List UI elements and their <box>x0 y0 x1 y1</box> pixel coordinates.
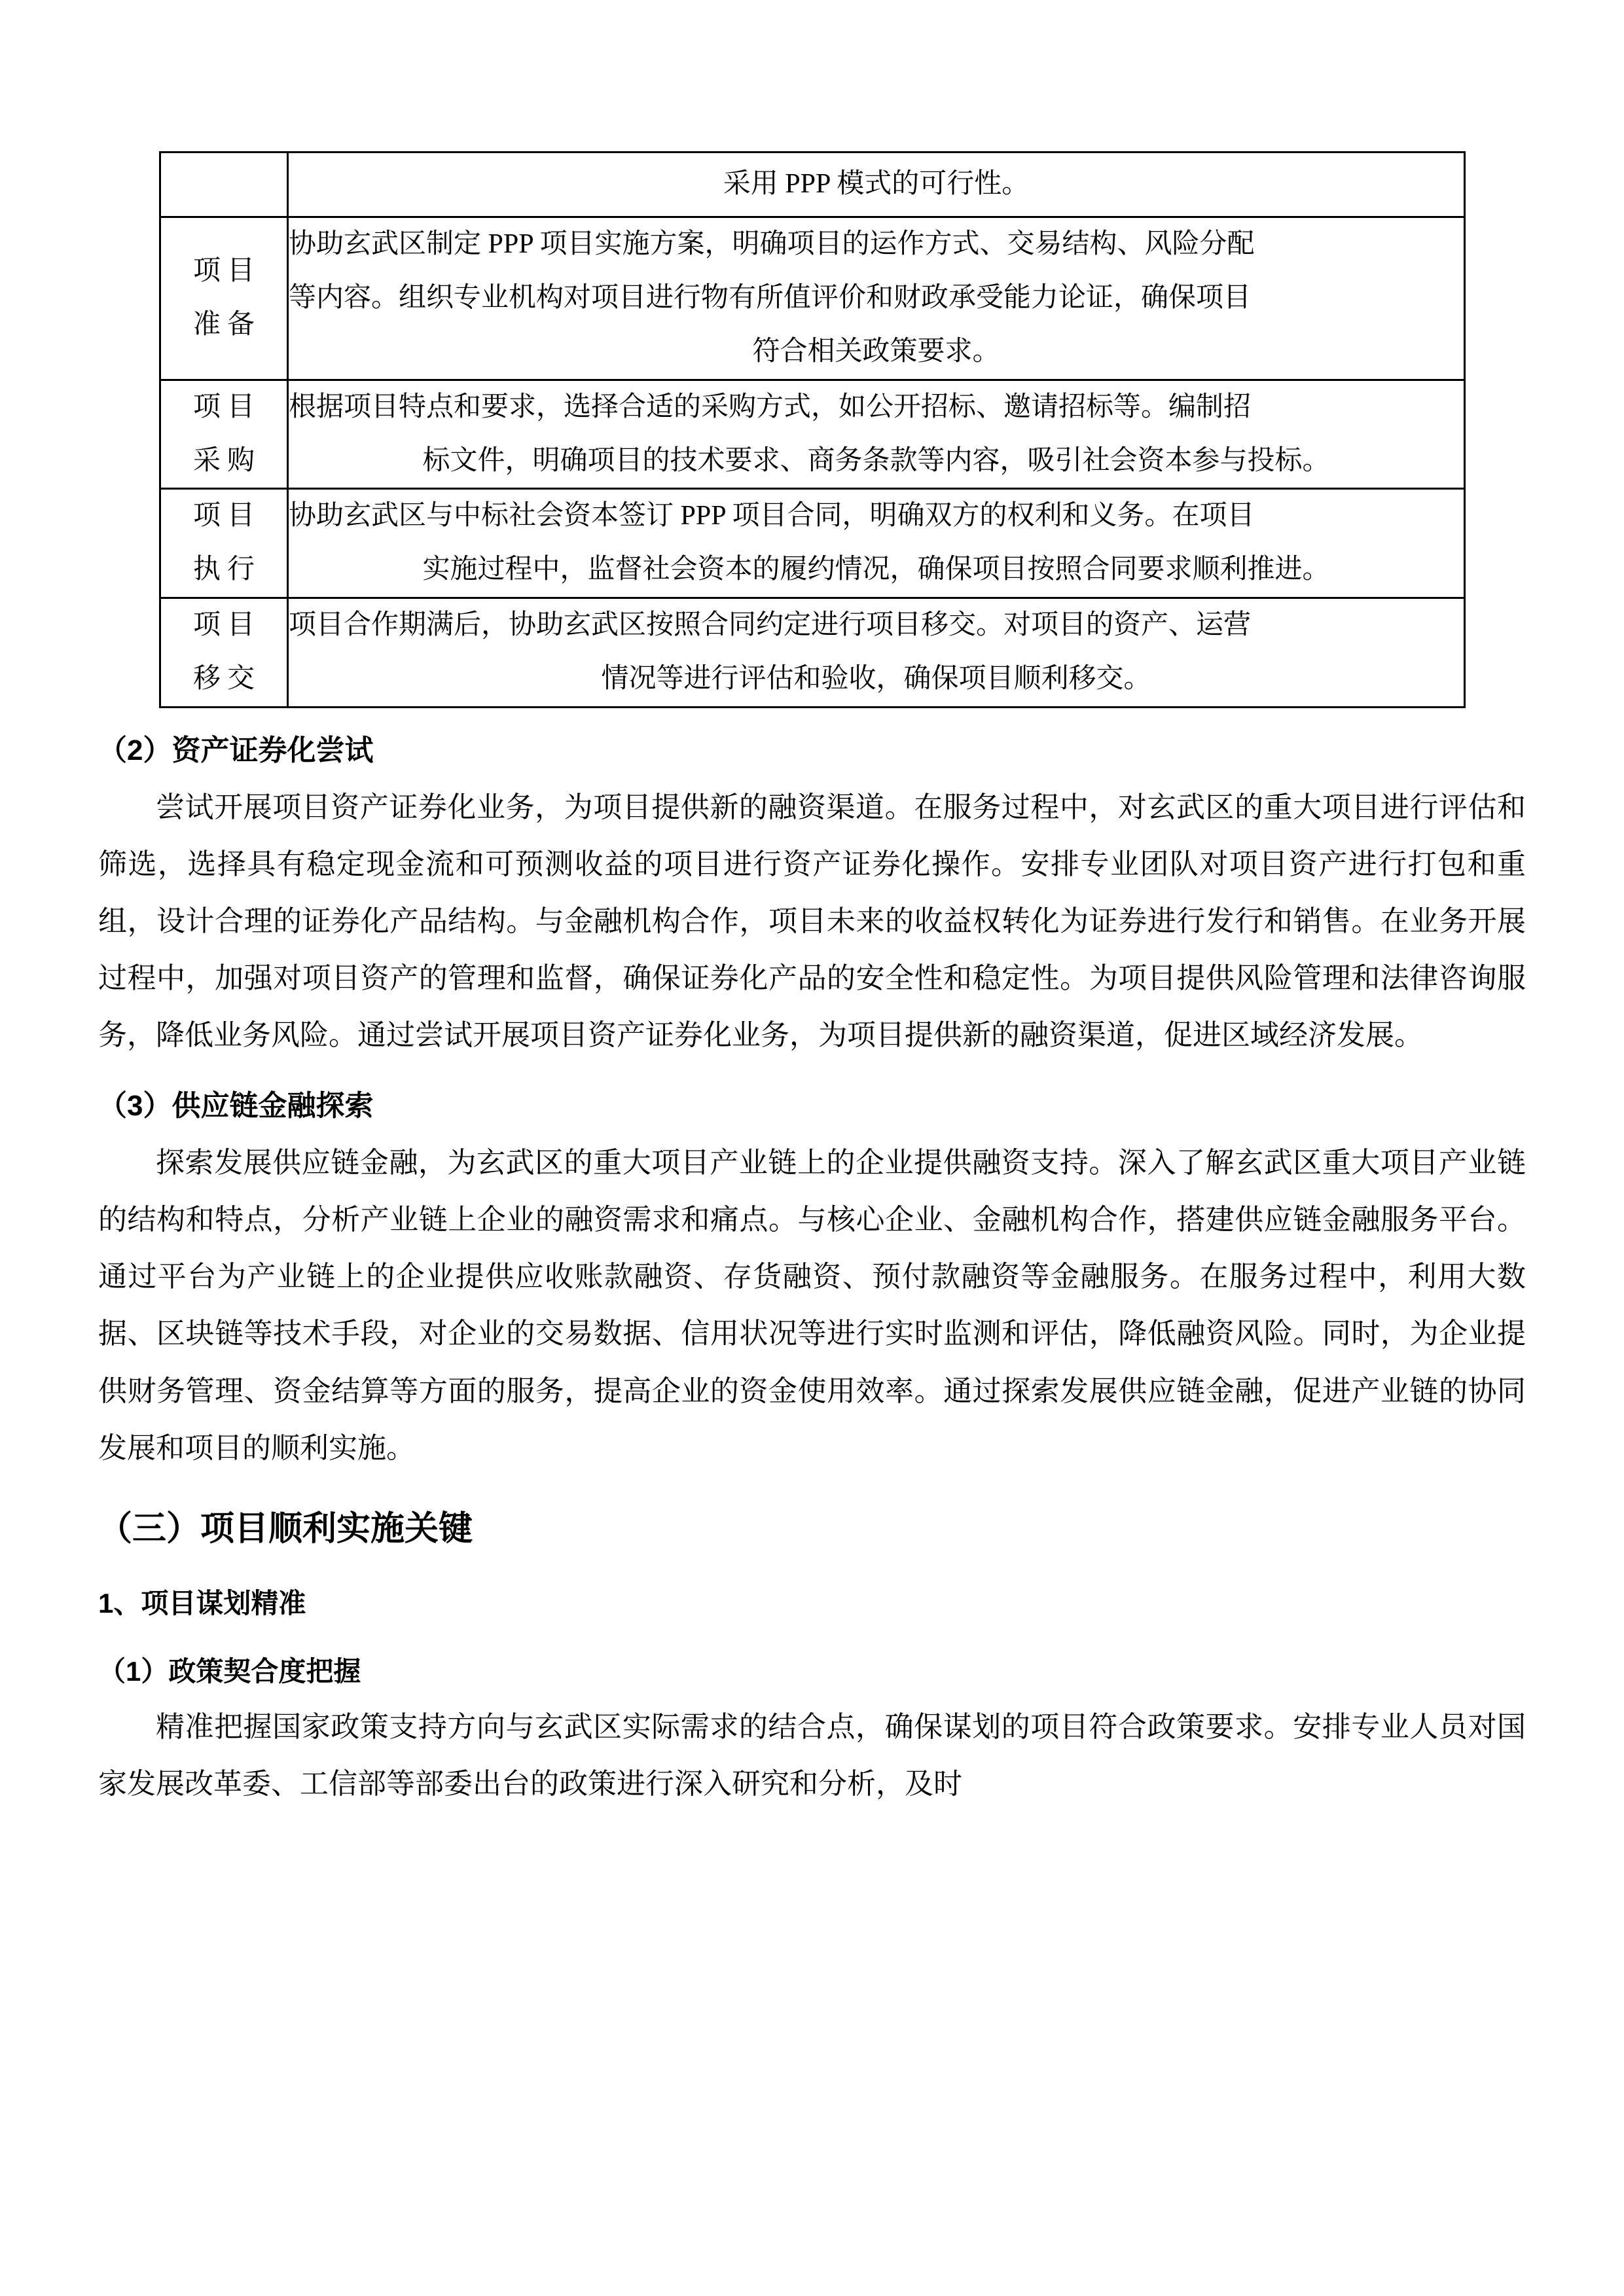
stage-line: 准备 <box>192 309 261 340</box>
table-row <box>160 489 1465 598</box>
table-cell-stage <box>160 598 288 708</box>
stage-line: 项目 <box>192 255 261 286</box>
table-cell-description <box>288 152 1465 217</box>
description-line: 项目合作期满后，协助玄武区按照合同约定进行项目移交。对项目的资产、运营 <box>289 610 1252 641</box>
sub-subheading: （1）政策契合度把握 <box>98 1656 361 1687</box>
major-section-heading: （三）项目顺利实施关键 <box>98 1509 473 1548</box>
table-cell-stage <box>160 152 288 217</box>
table-row <box>160 598 1465 708</box>
table-cell-stage <box>160 380 288 489</box>
description-line: 符合相关政策要求。 <box>752 336 1000 367</box>
table-cell-stage <box>160 217 288 380</box>
table-cell-description <box>288 380 1465 489</box>
final-paragraph: 精准把握国家政策支持方向与玄武区实际需求的结合点，确保谋划的项目符合政策要求。安排专业人员对国家发展改革委、工信部等部委出台的政策进行深入研究和分析，及时 <box>98 1710 1526 1801</box>
description-line: 情况等进行评估和验收，确保项目顺利移交。 <box>601 664 1151 694</box>
table-row <box>160 217 1465 380</box>
stage-line: 移交 <box>192 664 261 694</box>
table-row <box>160 152 1465 217</box>
section-heading-2: （2）资产证券化尝试 <box>98 734 374 767</box>
section-paragraph-3: 探索发展供应链金融，为玄武区的重大项目产业链上的企业提供融资支持。深入了解玄武区重大项目产业链的结构和特点，分析产业链上企业的融资需求和痛点。与核心企业、金融机构合作，搭建供应链金融服务平台。通过平台为产业链上的企业提供应收账款融资、存货融资、预付款融资等金融服务。在服务过程中，利用大数据、区块链等技术手段，对企业的交易数据、信用状况等进行实时监测和评估，降低融资风险。同时，为企业提供财务管理、资金结算等方面的服务，提高企业的资金使用效率。通过探索发展供应链金融，促进产业链的协同发展和项目的顺利实施。 <box>98 1147 1526 1464</box>
stage-line: 项目 <box>192 501 261 531</box>
description-line: 实施过程中，监督社会资本的履约情况，确保项目按照合同要求顺利推进。 <box>422 554 1330 585</box>
stage-line: 采购 <box>192 445 261 476</box>
stage-line: 项目 <box>192 610 261 641</box>
stage-line: 执行 <box>192 554 261 585</box>
description-line: 协助玄武区制定 PPP 项目实施方案，明确项目的运作方式、交易结构、风险分配 <box>289 229 1255 259</box>
table-cell-description <box>288 217 1465 380</box>
table-cell-description <box>288 598 1465 708</box>
section-heading-3: （3）供应链金融探索 <box>98 1090 374 1122</box>
numbered-subheading: 1、项目谋划精准 <box>98 1588 306 1619</box>
ppp-process-table <box>159 151 1466 708</box>
table-row <box>160 380 1465 489</box>
table-cell-stage <box>160 489 288 598</box>
section-paragraph-2: 尝试开展项目资产证券化业务，为项目提供新的融资渠道。在服务过程中，对玄武区的重大项目进行评估和筛选，选择具有稳定现金流和可预测收益的项目进行资产证券化操作。安排专业团队对项目资产进行打包和重组，设计合理的证券化产品结构。与金融机构合作，项目未来的收益权转化为证券进行发行和销售。在业务开展过程中，加强对项目资产的管理和监督，确保证券化产品的安全性和稳定性。为项目提供风险管理和法律咨询服务，降低业务风险。通过尝试开展项目资产证券化业务，为项目提供新的融资渠道，促进区域经济发展。 <box>98 791 1526 1052</box>
description-line: 等内容。组织专业机构对项目进行物有所值评价和财政承受能力论证，确保项目 <box>289 282 1252 313</box>
page-content <box>98 151 1526 1812</box>
description-line: 协助玄武区与中标社会资本签订 PPP 项目合同，明确双方的权利和义务。在项目 <box>289 501 1255 531</box>
stage-line: 项目 <box>192 391 261 422</box>
description-line: 根据项目特点和要求，选择合适的采购方式，如公开招标、邀请招标等。编制招 <box>289 391 1252 422</box>
table-body <box>160 152 1465 708</box>
table-cell-description <box>288 489 1465 598</box>
description-line: 标文件，明确项目的技术要求、商务条款等内容，吸引社会资本参与投标。 <box>422 445 1330 476</box>
description-line: 采用 PPP 模式的可行性。 <box>723 169 1030 200</box>
